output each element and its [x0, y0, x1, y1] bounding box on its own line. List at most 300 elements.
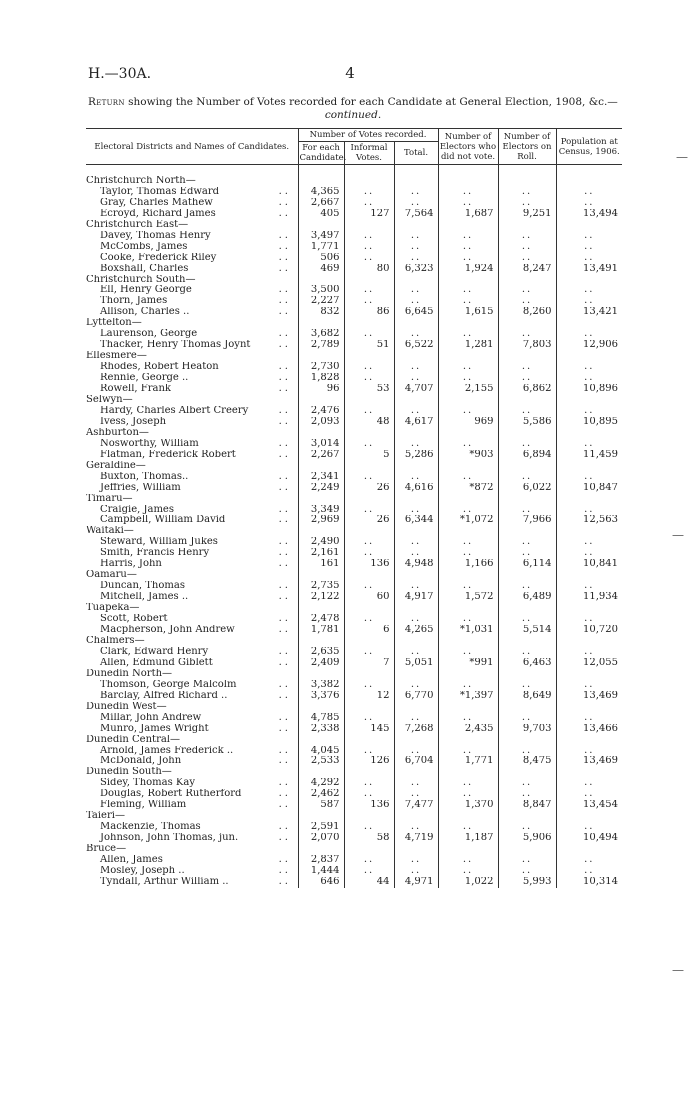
electors-did-not-vote: ..: [438, 548, 498, 559]
empty-cell: [394, 636, 438, 647]
empty-cell: [438, 570, 498, 581]
candidate-row: [86, 439, 622, 450]
empty-cell: [556, 318, 622, 329]
electors-did-not-vote: 1,771: [438, 756, 498, 767]
district-name: Christchurch South—: [86, 274, 196, 285]
candidate-row: [86, 833, 622, 844]
candidate-name: Tyndall, Arthur William ..: [100, 876, 229, 887]
votes-for-candidate: 2,635: [298, 647, 344, 658]
electors-did-not-vote: ..: [438, 647, 498, 658]
leader-dots: ..: [278, 690, 291, 701]
candidate-name: Allen, Edmund Giblett: [100, 657, 213, 668]
population-census: ..: [556, 855, 622, 866]
total-votes: ..: [394, 581, 438, 592]
total-votes: 6,770: [394, 691, 438, 702]
total-votes: ..: [394, 778, 438, 789]
candidate-row: [86, 537, 622, 548]
candidate-name: Thorn, James: [100, 296, 168, 307]
district-name: Christchurch East—: [86, 219, 189, 230]
candidate-name: Ecroyd, Richard James: [100, 208, 216, 219]
empty-cell: [344, 220, 394, 231]
leader-dots: ..: [278, 329, 291, 340]
informal-votes: ..: [344, 285, 394, 296]
empty-cell: [438, 461, 498, 472]
empty-cell: [394, 220, 438, 231]
candidate-row: [86, 340, 622, 351]
population-census: ..: [556, 505, 622, 516]
electors-did-not-vote: 969: [438, 417, 498, 428]
empty-cell: [298, 395, 344, 406]
electors-on-roll: 9,251: [498, 209, 556, 220]
informal-votes: ..: [344, 855, 394, 866]
table-body: [86, 165, 622, 888]
candidate-name: Allison, Charles ..: [100, 307, 190, 318]
empty-cell: [498, 220, 556, 231]
empty-cell: [498, 844, 556, 855]
electors-did-not-vote: ..: [438, 614, 498, 625]
candidate-row: [86, 658, 622, 669]
empty-cell: [394, 811, 438, 822]
electors-on-roll: 5,514: [498, 625, 556, 636]
votes-for-candidate: 2,462: [298, 789, 344, 800]
total-votes: ..: [394, 647, 438, 658]
candidate-name: Gray, Charles Mathew: [100, 197, 213, 208]
candidate-name: Thomson, George Malcolm: [100, 679, 237, 690]
empty-cell: [298, 735, 344, 746]
votes-for-candidate: 2,969: [298, 515, 344, 526]
empty-cell: [298, 636, 344, 647]
district-name: Dunedin North—: [86, 668, 173, 679]
candidate-row: [86, 789, 622, 800]
empty-cell: [498, 351, 556, 362]
empty-cell: [344, 318, 394, 329]
electors-on-roll: ..: [498, 373, 556, 384]
empty-cell: [556, 220, 622, 231]
population-census: ..: [556, 614, 622, 625]
candidate-row: [86, 746, 622, 757]
electors-on-roll: 7,966: [498, 515, 556, 526]
candidate-name: McDonald, John: [100, 756, 182, 767]
informal-votes: 53: [344, 384, 394, 395]
empty-cell: [344, 351, 394, 362]
empty-cell: [438, 844, 498, 855]
candidate-name: Steward, William Jukes: [100, 537, 218, 548]
district-name: Tuapeka—: [86, 603, 140, 614]
informal-votes: 44: [344, 877, 394, 888]
electors-did-not-vote: *991: [438, 658, 498, 669]
leader-cell: [272, 351, 298, 362]
electors-did-not-vote: ..: [438, 362, 498, 373]
votes-for-candidate: 4,292: [298, 778, 344, 789]
population-census: 13,491: [556, 264, 622, 275]
leader-cell: [272, 767, 298, 778]
informal-votes: ..: [344, 253, 394, 264]
total-votes: ..: [394, 296, 438, 307]
district-name: Oamaru—: [86, 570, 137, 581]
total-votes: 5,051: [394, 658, 438, 669]
empty-cell: [298, 603, 344, 614]
votes-for-candidate: 2,267: [298, 450, 344, 461]
total-votes: ..: [394, 329, 438, 340]
electors-did-not-vote: ..: [438, 296, 498, 307]
candidate-row: [86, 559, 622, 570]
electors-on-roll: ..: [498, 778, 556, 789]
candidate-name: Clark, Edward Henry: [100, 646, 209, 657]
empty-cell: [438, 702, 498, 713]
col-total-header: Total.: [394, 142, 438, 165]
candidate-row: [86, 307, 622, 318]
electors-on-roll: ..: [498, 329, 556, 340]
informal-votes: ..: [344, 866, 394, 877]
empty-cell: [556, 494, 622, 505]
electors-on-roll: ..: [498, 866, 556, 877]
informal-votes: 136: [344, 559, 394, 570]
district-row: [86, 275, 622, 286]
informal-votes: ..: [344, 439, 394, 450]
total-votes: ..: [394, 198, 438, 209]
population-census: ..: [556, 647, 622, 658]
candidate-row: [86, 406, 622, 417]
votes-for-candidate: 1,828: [298, 373, 344, 384]
empty-cell: [298, 494, 344, 505]
empty-cell: [556, 767, 622, 778]
candidate-row: [86, 264, 622, 275]
population-census: ..: [556, 537, 622, 548]
empty-cell: [394, 176, 438, 187]
district-name: Ashburton—: [86, 427, 149, 438]
leader-dots: ..: [278, 504, 291, 515]
population-census: 10,314: [556, 877, 622, 888]
empty-cell: [438, 351, 498, 362]
electors-on-roll: 6,894: [498, 450, 556, 461]
population-census: ..: [556, 680, 622, 691]
electors-on-roll: 8,649: [498, 691, 556, 702]
total-votes: 5,286: [394, 450, 438, 461]
district-row: [86, 318, 622, 329]
electors-on-roll: ..: [498, 198, 556, 209]
total-votes: 6,323: [394, 264, 438, 275]
leader-dots: ..: [278, 778, 291, 789]
votes-for-candidate: 1,781: [298, 625, 344, 636]
leader-cell: [272, 318, 298, 329]
leader-dots: ..: [278, 822, 291, 833]
electors-did-not-vote: ..: [438, 680, 498, 691]
empty-cell: [344, 275, 394, 286]
electors-did-not-vote: 1,370: [438, 800, 498, 811]
candidate-row: [86, 417, 622, 428]
leader-dots: ..: [278, 614, 291, 625]
population-census: ..: [556, 822, 622, 833]
empty-cell: [394, 351, 438, 362]
electors-on-roll: ..: [498, 614, 556, 625]
district-row: [86, 767, 622, 778]
votes-for-candidate: 2,341: [298, 472, 344, 483]
electors-on-roll: ..: [498, 253, 556, 264]
leader-dots: ..: [278, 515, 291, 526]
total-votes: 4,917: [394, 592, 438, 603]
informal-votes: 145: [344, 724, 394, 735]
district-name: Dunedin West—: [86, 701, 167, 712]
leader-dots: ..: [278, 296, 291, 307]
candidate-row: [86, 472, 622, 483]
col-population-header: Population at Census, 1906.: [556, 129, 622, 165]
population-census: 13,466: [556, 724, 622, 735]
empty-cell: [438, 318, 498, 329]
electors-did-not-vote: ..: [438, 285, 498, 296]
empty-cell: [556, 603, 622, 614]
votes-for-candidate: 2,730: [298, 362, 344, 373]
candidate-name: Mosley, Joseph ..: [100, 865, 185, 876]
empty-cell: [556, 428, 622, 439]
empty-cell: [498, 811, 556, 822]
candidate-row: [86, 209, 622, 220]
empty-cell: [298, 176, 344, 187]
candidate-name: Ivess, Joseph: [100, 416, 167, 427]
total-votes: ..: [394, 680, 438, 691]
votes-for-candidate: 3,014: [298, 439, 344, 450]
votes-for-candidate: 2,122: [298, 592, 344, 603]
candidate-name: Boxshall, Charles: [100, 263, 189, 274]
candidate-name: Campbell, William David: [100, 515, 226, 526]
candidate-name: Fleming, William: [100, 800, 187, 811]
empty-cell: [438, 275, 498, 286]
votes-for-candidate: 3,497: [298, 231, 344, 242]
spacer-row: [86, 165, 622, 176]
total-votes: ..: [394, 253, 438, 264]
population-census: ..: [556, 198, 622, 209]
empty-cell: [394, 844, 438, 855]
candidate-name: Sidey, Thomas Kay: [100, 778, 196, 789]
district-row: [86, 351, 622, 362]
votes-for-candidate: 2,249: [298, 483, 344, 494]
leader-dots: ..: [278, 865, 291, 876]
total-votes: 4,707: [394, 384, 438, 395]
population-census: 12,563: [556, 515, 622, 526]
electors-on-roll: ..: [498, 713, 556, 724]
district-row: [86, 844, 622, 855]
electors-did-not-vote: ..: [438, 537, 498, 548]
population-census: 13,469: [556, 691, 622, 702]
electors-on-roll: ..: [498, 406, 556, 417]
district-name: Lyttelton—: [86, 318, 142, 329]
candidate-name: Davey, Thomas Henry: [100, 230, 211, 241]
electors-on-roll: ..: [498, 680, 556, 691]
informal-votes: ..: [344, 406, 394, 417]
total-votes: 4,265: [394, 625, 438, 636]
leader-dots: ..: [278, 340, 291, 351]
votes-for-candidate: 96: [298, 384, 344, 395]
electors-on-roll: 8,475: [498, 756, 556, 767]
empty-cell: [438, 494, 498, 505]
empty-cell: [556, 669, 622, 680]
empty-cell: [438, 811, 498, 822]
informal-votes: ..: [344, 537, 394, 548]
electors-did-not-vote: ..: [438, 866, 498, 877]
candidate-row: [86, 581, 622, 592]
electors-on-roll: ..: [498, 231, 556, 242]
informal-votes: 48: [344, 417, 394, 428]
informal-votes: 12: [344, 691, 394, 702]
electors-did-not-vote: *1,072: [438, 515, 498, 526]
candidate-name: Smith, Francis Henry: [100, 548, 210, 559]
empty-cell: [556, 702, 622, 713]
electors-on-roll: ..: [498, 296, 556, 307]
informal-votes: ..: [344, 198, 394, 209]
candidate-name: Jeffries, William: [100, 482, 181, 493]
electors-on-roll: ..: [498, 242, 556, 253]
district-row: [86, 735, 622, 746]
informal-votes: ..: [344, 778, 394, 789]
leader-dots: ..: [278, 581, 291, 592]
candidate-name: Thacker, Henry Thomas Joynt: [100, 340, 251, 351]
leader-dots: ..: [278, 548, 291, 559]
candidate-row: [86, 800, 622, 811]
candidate-name: Harris, John: [100, 559, 162, 570]
empty-cell: [344, 669, 394, 680]
empty-cell: [344, 767, 394, 778]
district-name: Chalmers—: [86, 635, 145, 646]
leader-dots: ..: [278, 800, 291, 811]
electors-did-not-vote: 1,281: [438, 340, 498, 351]
candidate-name: Ell, Henry George: [100, 285, 192, 296]
empty-cell: [498, 395, 556, 406]
leader-dots: ..: [278, 252, 291, 263]
candidate-row: [86, 691, 622, 702]
table-title: [88, 96, 618, 122]
leader-dots: ..: [278, 186, 291, 197]
electors-did-not-vote: 2,435: [438, 724, 498, 735]
candidate-name: Douglas, Robert Rutherford: [100, 789, 242, 800]
empty-cell: [344, 526, 394, 537]
empty-cell: [556, 176, 622, 187]
population-census: ..: [556, 789, 622, 800]
candidate-row: [86, 822, 622, 833]
leader-cell: [272, 636, 298, 647]
total-votes: ..: [394, 855, 438, 866]
total-votes: ..: [394, 187, 438, 198]
votes-for-candidate: 1,771: [298, 242, 344, 253]
informal-votes: 58: [344, 833, 394, 844]
empty-cell: [344, 461, 394, 472]
electors-did-not-vote: ..: [438, 822, 498, 833]
population-census: ..: [556, 296, 622, 307]
leader-dots: ..: [278, 416, 291, 427]
candidate-row: [86, 877, 622, 888]
electors-on-roll: ..: [498, 362, 556, 373]
population-census: 10,847: [556, 483, 622, 494]
col-on-roll-header: Number of Electors on Roll.: [498, 129, 556, 165]
informal-votes: ..: [344, 680, 394, 691]
district-row: [86, 811, 622, 822]
votes-for-candidate: 2,667: [298, 198, 344, 209]
candidate-row: [86, 778, 622, 789]
empty-cell: [498, 526, 556, 537]
informal-votes: ..: [344, 296, 394, 307]
electors-on-roll: 8,247: [498, 264, 556, 275]
empty-cell: [394, 395, 438, 406]
total-votes: ..: [394, 242, 438, 253]
electors-on-roll: ..: [498, 581, 556, 592]
informal-votes: ..: [344, 548, 394, 559]
candidate-row: [86, 866, 622, 877]
votes-for-candidate: 161: [298, 559, 344, 570]
leader-dots: ..: [278, 723, 291, 734]
empty-cell: [394, 735, 438, 746]
leader-dots: ..: [278, 625, 291, 636]
electors-on-roll: ..: [498, 505, 556, 516]
candidate-name: Rowell, Frank: [100, 384, 171, 395]
electors-on-roll: 7,803: [498, 340, 556, 351]
total-votes: 6,704: [394, 756, 438, 767]
total-votes: ..: [394, 614, 438, 625]
leader-dots: ..: [278, 712, 291, 723]
empty-cell: [556, 844, 622, 855]
electors-did-not-vote: ..: [438, 746, 498, 757]
electors-on-roll: 5,906: [498, 833, 556, 844]
electors-did-not-vote: ..: [438, 581, 498, 592]
electors-did-not-vote: 2,155: [438, 384, 498, 395]
population-census: 13,494: [556, 209, 622, 220]
empty-cell: [498, 636, 556, 647]
title-continued: continued.: [324, 109, 382, 121]
page-number: 4: [345, 64, 355, 82]
candidate-row: [86, 548, 622, 559]
candidate-row: [86, 231, 622, 242]
votes-for-candidate: 832: [298, 307, 344, 318]
informal-votes: 5: [344, 450, 394, 461]
empty-cell: [394, 275, 438, 286]
population-census: 11,934: [556, 592, 622, 603]
electors-on-roll: ..: [498, 472, 556, 483]
population-census: ..: [556, 285, 622, 296]
votes-for-candidate: 2,490: [298, 537, 344, 548]
empty-cell: [344, 570, 394, 581]
candidate-row: [86, 362, 622, 373]
population-census: ..: [556, 362, 622, 373]
candidate-row: [86, 253, 622, 264]
population-census: 10,841: [556, 559, 622, 570]
informal-votes: ..: [344, 822, 394, 833]
population-census: 13,469: [556, 756, 622, 767]
candidate-name: Johnson, John Thomas, jun.: [100, 833, 239, 844]
empty-cell: [438, 603, 498, 614]
empty-cell: [298, 428, 344, 439]
population-census: ..: [556, 187, 622, 198]
empty-cell: [498, 669, 556, 680]
electors-did-not-vote: *872: [438, 483, 498, 494]
empty-cell: [298, 526, 344, 537]
informal-votes: 136: [344, 800, 394, 811]
total-votes: 4,616: [394, 483, 438, 494]
electors-did-not-vote: ..: [438, 778, 498, 789]
candidate-row: [86, 505, 622, 516]
empty-cell: [344, 844, 394, 855]
document-reference: H.—30A.: [88, 66, 152, 82]
district-row: [86, 428, 622, 439]
empty-cell: [394, 570, 438, 581]
votes-for-candidate: 2,789: [298, 340, 344, 351]
margin-mark: —: [672, 963, 684, 977]
electors-did-not-vote: ..: [438, 855, 498, 866]
votes-for-candidate: 2,476: [298, 406, 344, 417]
empty-cell: [498, 176, 556, 187]
empty-cell: [298, 702, 344, 713]
electors-did-not-vote: 1,924: [438, 264, 498, 275]
electors-on-roll: 5,993: [498, 877, 556, 888]
electors-on-roll: ..: [498, 855, 556, 866]
district-row: [86, 526, 622, 537]
empty-cell: [498, 603, 556, 614]
